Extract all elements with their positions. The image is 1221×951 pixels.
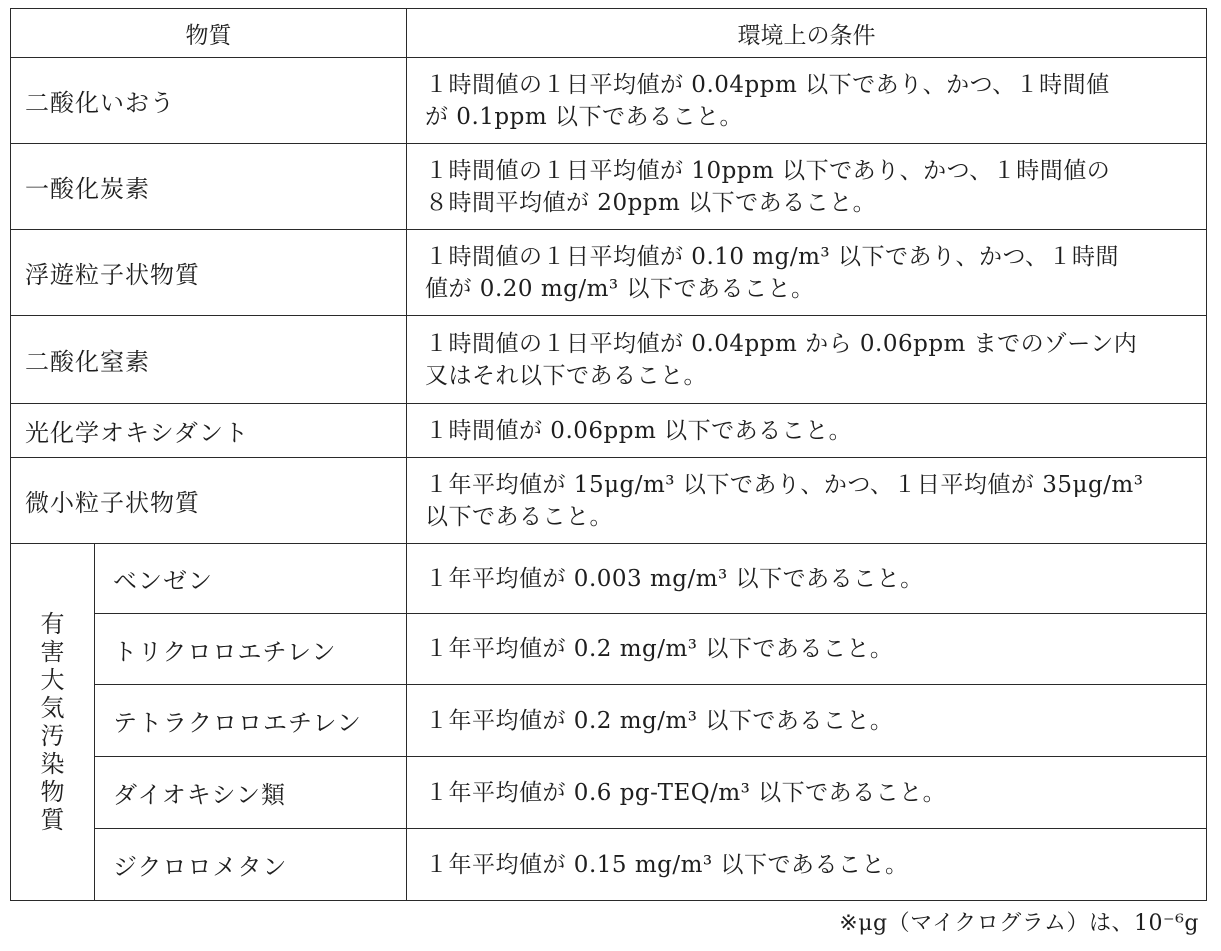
condition-line: １時間値の１日平均値が 0.04ppm 以下であり、かつ、１時間値 (425, 71, 1110, 98)
substance-cell: ジクロロメタン (95, 829, 407, 901)
condition-cell (407, 144, 1207, 230)
condition-line: １時間値が 0.06ppm 以下であること。 (425, 417, 853, 444)
substance-cell: ベンゼン (95, 544, 407, 614)
group-char: 害 (40, 638, 65, 666)
group-char: 質 (40, 806, 65, 834)
condition-line: 値が 0.20 mg/m³ 以下であること。 (425, 275, 815, 302)
condition-cell: １年平均値が 0.2 mg/m³ 以下であること。 (407, 614, 1207, 685)
table-row (11, 58, 1207, 144)
condition-cell: １年平均値が 0.2 mg/m³ 以下であること。 (407, 685, 1207, 757)
header-condition: 環境上の条件 (407, 9, 1207, 58)
table-row (11, 316, 1207, 404)
substance-cell: 二酸化窒素 (11, 316, 407, 404)
substance-cell: 二酸化いおう (11, 58, 407, 144)
condition-line: １時間値の１日平均値が 10ppm 以下であり、かつ、１時間値の (425, 157, 1111, 184)
substance-cell: 微小粒子状物質 (11, 458, 407, 544)
substance-cell: 浮遊粒子状物質 (11, 230, 407, 316)
group-char: 染 (40, 750, 65, 778)
substance-cell: トリクロロエチレン (95, 614, 407, 685)
group-char: 有 (40, 610, 65, 638)
condition-line: 以下であること。 (425, 503, 613, 530)
environmental-standards-table (10, 8, 1207, 901)
condition-cell: １年平均値が 0.15 mg/m³ 以下であること。 (407, 829, 1207, 901)
table-row (11, 144, 1207, 230)
table-row (11, 614, 1207, 685)
table-row (11, 230, 1207, 316)
header-row (11, 9, 1207, 58)
condition-cell (407, 230, 1207, 316)
substance-cell: テトラクロロエチレン (95, 685, 407, 757)
table-row (11, 458, 1207, 544)
substance-cell: 光化学オキシダント (11, 404, 407, 458)
table-row (11, 685, 1207, 757)
condition-line: １年平均値が 15μg/m³ 以下であり、かつ、１日平均値が 35μg/m³ (425, 471, 1144, 498)
condition-cell: １年平均値が 0.6 pg-TEQ/m³ 以下であること。 (407, 757, 1207, 829)
group-char: 汚 (40, 722, 65, 750)
table-row (11, 544, 1207, 614)
condition-line: が 0.1ppm 以下であること。 (425, 103, 743, 130)
hazardous-group-label (11, 544, 95, 901)
condition-cell: １年平均値が 0.003 mg/m³ 以下であること。 (407, 544, 1207, 614)
group-char: 大 (40, 666, 65, 694)
table-row (11, 757, 1207, 829)
header-substance: 物質 (11, 9, 407, 58)
footnote: ※μg（マイクログラム）は、10⁻⁶g (839, 911, 1199, 936)
condition-cell (407, 58, 1207, 144)
table-row (11, 404, 1207, 458)
group-char: 気 (40, 694, 65, 722)
condition-line: 又はそれ以下であること。 (425, 362, 707, 389)
condition-cell (407, 458, 1207, 544)
substance-cell: 一酸化炭素 (11, 144, 407, 230)
group-char: 物 (40, 778, 65, 806)
substance-cell: ダイオキシン類 (95, 757, 407, 829)
condition-line: １時間値の１日平均値が 0.04ppm から 0.06ppm までのゾーン内 (425, 330, 1138, 357)
condition-cell (407, 404, 1207, 458)
condition-line: １時間値の１日平均値が 0.10 mg/m³ 以下であり、かつ、１時間 (425, 243, 1120, 270)
table-row (11, 829, 1207, 901)
condition-line: ８時間平均値が 20ppm 以下であること。 (425, 189, 877, 216)
condition-cell (407, 316, 1207, 404)
